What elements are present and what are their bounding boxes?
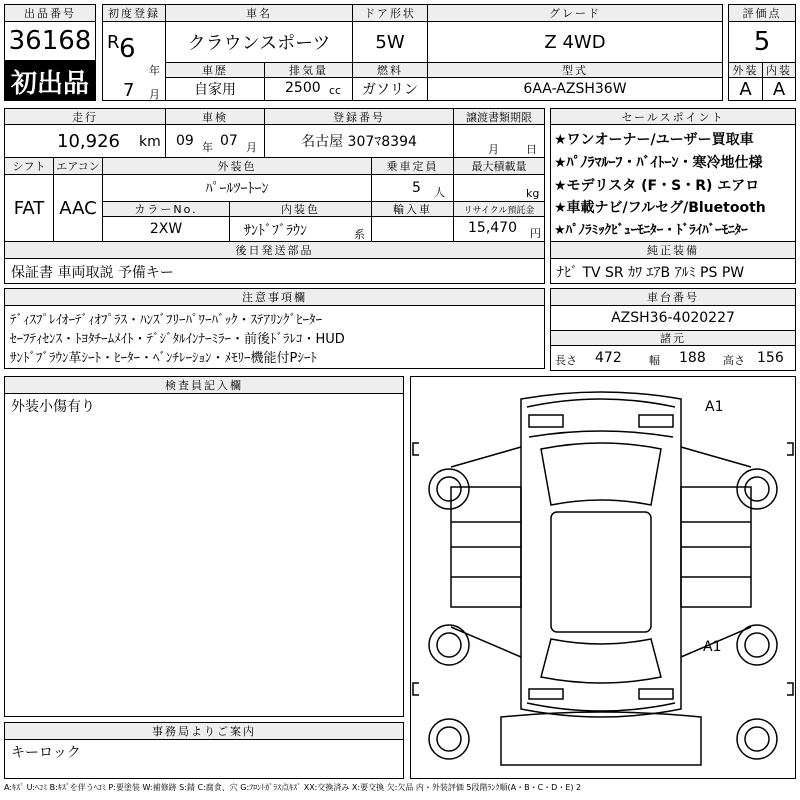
model-header: 型式	[427, 62, 723, 78]
inspector-header: 検査員記入欄	[4, 376, 404, 394]
lot-number: 36168	[8, 26, 92, 56]
int-score-cell	[762, 77, 796, 101]
transfer-header: 譲渡書類期限	[453, 108, 545, 125]
displacement: 2500	[285, 80, 321, 96]
equipment: ﾅﾋﾞ TV SR ｶﾜ ｴｱB ｱﾙﾐ PS PW	[557, 265, 745, 281]
office-note: キーロック	[11, 745, 81, 761]
mileage-unit: km	[139, 134, 161, 150]
reg-date-header: 初度登録	[102, 4, 166, 22]
capacity-cell	[371, 174, 454, 202]
width-label: 幅	[649, 354, 660, 367]
history: 自家用	[194, 82, 236, 98]
recycle: 15,470	[468, 220, 517, 236]
fuel-header: 燃料	[352, 62, 428, 78]
int-color-header: 内装色	[229, 201, 372, 217]
fuel: ガソリン	[362, 82, 418, 98]
recycle-cell	[453, 216, 545, 242]
color-no: 2XW	[149, 221, 183, 237]
aircon: AAC	[59, 197, 97, 219]
damage-mark-top: A1	[705, 399, 724, 415]
sales-point-1: ★ワンオーナー/ユーザー買取車	[554, 132, 754, 148]
aircon-header: エアコン	[53, 157, 103, 175]
width: 188	[679, 350, 706, 366]
car-name: クラウンスポーツ	[187, 33, 331, 54]
model: 6AA-AZSH36W	[523, 81, 627, 97]
notes-line-3: ｻﾝﾄﾞﾌﾞﾗｳﾝ革ｼｰﾄ・ﾋｰﾀｰ・ﾍﾞﾝﾁﾚｰｼｮﾝ・ﾒﾓﾘｰ機能付Pｼｰﾄ	[10, 351, 317, 366]
sales-point-3: ★モデリスタ (F・S・R) エアロ	[554, 178, 760, 194]
lot-number-cell	[4, 21, 96, 61]
chassis-cell	[550, 305, 796, 331]
capacity-unit: 人	[434, 186, 445, 199]
sales-point-4: ★車載ナビ/フルセグ/Bluetooth	[554, 200, 766, 216]
reg-date-cell	[102, 21, 166, 101]
ext-color: ﾊﾟｰﾙﾂｰﾄｰﾝ	[205, 181, 269, 197]
reg-year: 6	[119, 34, 136, 64]
capacity: 5	[412, 180, 421, 196]
plate-header: 登録番号	[264, 108, 454, 125]
shift: FAT	[13, 197, 45, 219]
color-no-header: カラーNo.	[102, 201, 230, 217]
first-listing-badge	[4, 61, 96, 101]
notes-line-1: ﾃﾞｨｽﾌﾟﾚｲｵｰﾃﾞｨｵﾌﾟﾗｽ・ﾊﾝｽﾞﾌﾘｰﾊﾟﾜｰﾊﾞｯｸ・ｽﾃｱﾘﾝｸﾞﾋｰﾀｰ	[10, 313, 323, 328]
later-parts-cell	[4, 258, 545, 284]
grade-header: グレード	[427, 4, 723, 22]
transfer-cell	[453, 124, 545, 158]
displacement-header: 排気量	[264, 62, 353, 78]
sales-points-header: セールスポイント	[550, 108, 796, 125]
max-load-header: 最大積載量	[453, 157, 545, 175]
ext-score-header: 外装	[728, 62, 763, 78]
score-cell	[728, 21, 796, 63]
mileage-header: 走行	[4, 108, 166, 125]
sales-point-2: ★ﾊﾟﾉﾗﾏﾙｰﾌ・ﾊﾞｲﾄｰﾝ・寒冷地仕様	[554, 155, 763, 171]
office-cell	[4, 739, 404, 779]
reg-era: R	[107, 32, 120, 53]
dims-header: 諸元	[550, 330, 796, 346]
transfer-month-unit: 月	[488, 143, 499, 156]
inspector-cell	[4, 393, 404, 717]
plate-cell	[264, 124, 454, 158]
displacement-unit: cc	[329, 84, 342, 97]
length-label: 長さ	[555, 354, 577, 367]
doors: 5W	[375, 31, 405, 53]
inspector-note: 外装小傷有り	[11, 399, 95, 415]
inspection-cell	[165, 124, 265, 158]
office-header: 事務局よりご案内	[4, 722, 404, 740]
mileage: 10,926	[57, 131, 120, 152]
int-color-cell	[229, 216, 372, 242]
lot-number-header: 出品番号	[4, 4, 96, 22]
chassis: AZSH36-4020227	[611, 310, 735, 326]
notes-line-2: ｾｰﾌﾃｨｾﾝｽ・ﾄﾖﾀﾁｰﾑﾒｲﾄ・ﾃﾞｼﾞﾀﾙｲﾝﾅｰﾐﾗｰ・前後ﾄﾞﾗﾚｺ・HUD	[10, 332, 345, 347]
doors-header: ドア形状	[352, 4, 428, 22]
score: 5	[753, 27, 771, 57]
ext-color-cell	[102, 174, 372, 202]
legend: A:ｷｽﾞ U:ﾍｺﾐ B:ｷｽﾞを伴うﾍｺﾐ P:要塗装 W:補修跡 S:錆 C:腐食、穴 G:ﾌﾛﾝﾄｶﾞﾗｽ点ｷｽﾞ XX:交換済み X:要交換 欠:欠品 内・外装評価 5段階ﾗﾝｸ順(A・B・C・D・E) 2	[4, 783, 582, 792]
notes-header: 注意事項欄	[4, 288, 545, 306]
inspection-month: 07	[220, 133, 238, 149]
later-parts-header: 後日発送部品	[4, 241, 545, 259]
doors-cell	[352, 21, 428, 63]
history-header: 車歴	[165, 62, 265, 78]
mileage-cell	[4, 124, 166, 158]
recycle-unit: 円	[530, 227, 541, 240]
later-parts: 保証書 車両取説 予備キー	[11, 265, 174, 281]
equipment-cell	[550, 258, 796, 284]
recycle-header: リサイクル預託金	[453, 201, 545, 217]
ext-color-header: 外装色	[102, 157, 372, 175]
displacement-cell	[264, 77, 353, 101]
car-name-header: 車名	[165, 4, 353, 22]
fuel-cell	[352, 77, 428, 101]
car-body-outline	[411, 377, 795, 778]
shift-cell	[4, 174, 54, 242]
sales-point-5: ★ﾊﾟﾉﾗﾐｯｸﾋﾞｭｰﾓﾆﾀｰ・ﾄﾞﾗｲﾊﾞｰﾓﾆﾀｰ	[554, 223, 748, 238]
inspection-month-unit: 月	[246, 141, 257, 154]
history-cell	[165, 77, 265, 101]
car-diagram	[410, 376, 796, 779]
reg-month: 7	[123, 80, 135, 101]
import-header: 輸入車	[371, 201, 454, 217]
plate: 名古屋 307ﾏ8394	[301, 134, 417, 150]
int-score: A	[772, 78, 786, 100]
shift-header: シフト	[4, 157, 54, 175]
grade: Z 4WD	[544, 31, 606, 53]
int-color-unit: 系	[354, 228, 365, 241]
capacity-header: 乗車定員	[371, 157, 454, 175]
int-color: ｻﾝﾄﾞﾌﾞﾗｳﾝ	[244, 223, 307, 239]
score-header: 評価点	[728, 4, 796, 22]
ext-score-cell	[728, 77, 763, 101]
reg-year-unit: 年	[149, 64, 160, 77]
aircon-cell	[53, 174, 103, 242]
first-listing-label: 初出品	[10, 68, 89, 99]
inspection-header: 車検	[165, 108, 265, 125]
chassis-header: 車台番号	[550, 288, 796, 306]
max-load-cell	[453, 174, 545, 202]
height: 156	[757, 350, 784, 366]
import-cell	[371, 216, 454, 242]
inspection-year: 09	[176, 133, 194, 149]
model-cell	[427, 77, 723, 101]
transfer-day-unit: 日	[526, 143, 537, 156]
length: 472	[595, 350, 622, 366]
grade-cell	[427, 21, 723, 63]
max-load-unit: kg	[526, 187, 540, 200]
int-score-header: 内装	[762, 62, 796, 78]
height-label: 高さ	[723, 354, 745, 367]
equipment-header: 純正装備	[550, 241, 796, 259]
damage-mark-bottom: A1	[703, 639, 722, 655]
car-name-cell	[165, 21, 353, 63]
ext-score: A	[739, 78, 752, 100]
dims-cell	[550, 345, 796, 371]
inspection-year-unit: 年	[202, 141, 213, 154]
color-no-cell	[102, 216, 230, 242]
reg-month-unit: 月	[149, 88, 160, 101]
